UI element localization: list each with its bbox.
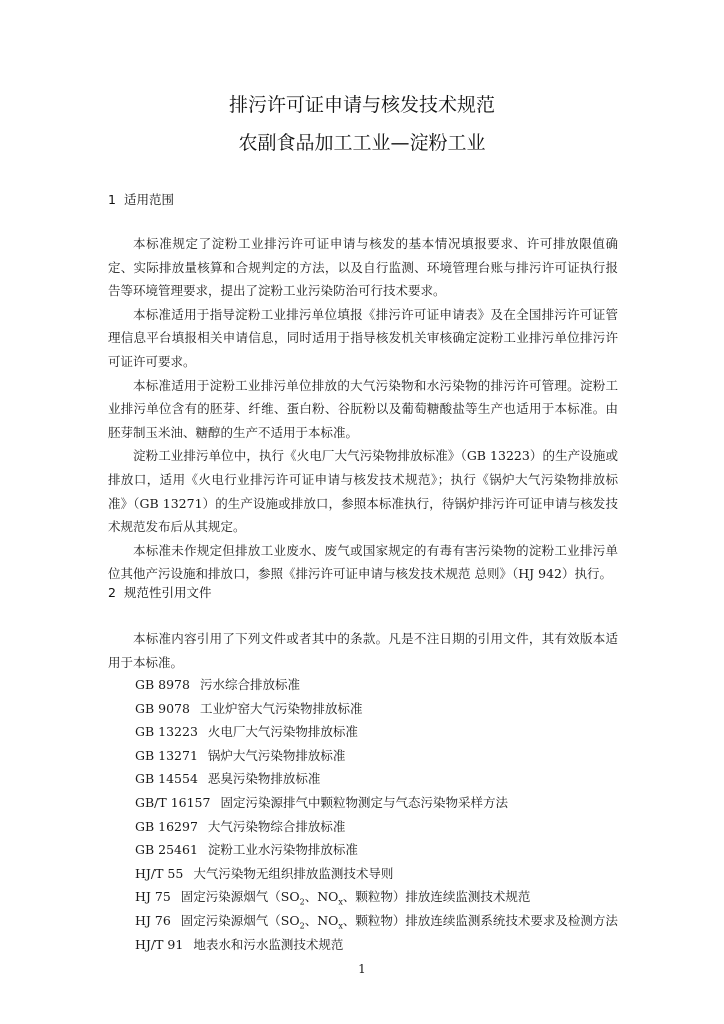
reference-title: 锅炉大气污染物排放标准 — [207, 747, 346, 763]
reference-title: 大气污染物无组织排放监测技术导则 — [193, 865, 394, 881]
paragraph: 本标准适用于指导淀粉工业排污单位填报《排污许可证申请表》及在全国排污许可证管理信息平台填报相关申请信息，同时适用于指导核发机关审核确定淀粉工业排污单位排污许可证许可要求。 — [108, 306, 618, 369]
reference-code: GB 13223 — [135, 724, 198, 740]
list-item — [135, 767, 618, 791]
list-item — [135, 909, 618, 933]
reference-title: 火电厂大气污染物排放标准 — [207, 724, 358, 740]
section-title: 规范性引用文件 — [123, 585, 212, 600]
reference-title: 固定污染源烟气（$SO_2$、$NO_x$、颗粒物）排放连续监测技术规范 — [180, 889, 531, 907]
reference-title: 恶臭污染物排放标准 — [207, 771, 321, 787]
list-item — [135, 720, 618, 744]
section-2-intro — [108, 627, 618, 674]
section-number: 2 — [108, 585, 116, 600]
paragraph: 本标准适用于淀粉工业排污单位排放的大气污染物和水污染物的排污许可管理。淀粉工业排污单位含有的胚芽、纤维、蛋白粉、谷朊粉以及葡萄糖酸盐等生产也适用于本标准。由胚芽制玉米油、糖醇的生产不适用于本标准。 — [108, 377, 618, 440]
section-1-heading — [108, 190, 174, 208]
reference-code: HJ/T 91 — [135, 936, 184, 952]
section-number: 1 — [108, 192, 116, 207]
reference-code: GB 8978 — [135, 677, 190, 692]
reference-code: HJ 75 — [135, 889, 171, 905]
list-item — [135, 697, 618, 721]
reference-code: GB/T 16157 — [135, 794, 211, 810]
reference-title: 固定污染源排气中颗粒物测定与气态污染物采样方法 — [220, 794, 508, 810]
list-item — [135, 885, 618, 909]
reference-title: 固定污染源烟气（$SO_2$、$NO_x$、颗粒物）排放连续监测系统技术要求及检测方法 — [180, 912, 618, 931]
reference-list — [135, 673, 618, 956]
section-title: 适用范围 — [123, 192, 174, 207]
reference-title: 淀粉工业水污染物排放标准 — [207, 842, 358, 858]
reference-code: GB 13271 — [135, 747, 198, 763]
list-item — [135, 673, 618, 697]
reference-title: 污水综合排放标准 — [199, 677, 300, 692]
document-title: 排污许可证申请与核发技术规范 — [228, 94, 495, 116]
list-item — [135, 933, 618, 957]
reference-title: 大气污染物综合排放标准 — [207, 818, 346, 834]
section-2-heading — [108, 583, 211, 601]
reference-code: HJ 76 — [135, 912, 171, 928]
reference-code: GB 16297 — [135, 818, 198, 834]
list-item — [135, 744, 618, 768]
document-subtitle: 农副食品加工工业—淀粉工业 — [238, 132, 486, 154]
list-item — [135, 791, 618, 815]
reference-code: GB 25461 — [135, 842, 198, 858]
paragraph: 淀粉工业排污单位中，执行《火电厂大气污染物排放标准》（GB 13223）的生产设施或排放口，适用《火电行业排污许可证申请与核发技术规范》；执行《锅炉大气污染物排放标准》（GB 13271）的生产设施或排放口，参照本标准执行，待锅炉排污许可证申请与核发技术规范发布后从其规定。 — [108, 448, 618, 535]
reference-title: 地表水和污水监测技术规范 — [193, 936, 344, 952]
paragraph: 本标准规定了淀粉工业排污许可证申请与核发的基本情况填报要求、许可排放限值确定、实际排放量核算和合规判定的方法，以及自行监测、环境管理台账与排污许可证执行报告等环境管理要求，提出了淀粉工业污染防治可行技术要求。 — [108, 236, 618, 299]
reference-code: GB 9078 — [135, 700, 190, 716]
paragraph: 本标准内容引用了下列文件或者其中的条款。凡是不注日期的引用文件，其有效版本适用于本标准。 — [108, 631, 618, 670]
reference-title: 工业炉窑大气污染物排放标准 — [199, 700, 363, 716]
page-number: 1 — [358, 962, 366, 976]
list-item — [135, 862, 618, 886]
list-item — [135, 815, 618, 839]
list-item — [135, 838, 618, 862]
paragraph: 本标准未作规定但排放工业废水、废气或国家规定的有毒有害污染物的淀粉工业排污单位其他产污设施和排放口，参照《排污许可证申请与核发技术规范 总则》（HJ 942）执行。 — [108, 542, 618, 582]
reference-code: GB 14554 — [135, 771, 198, 787]
reference-code: HJ/T 55 — [135, 865, 184, 881]
section-1-body — [108, 232, 618, 586]
